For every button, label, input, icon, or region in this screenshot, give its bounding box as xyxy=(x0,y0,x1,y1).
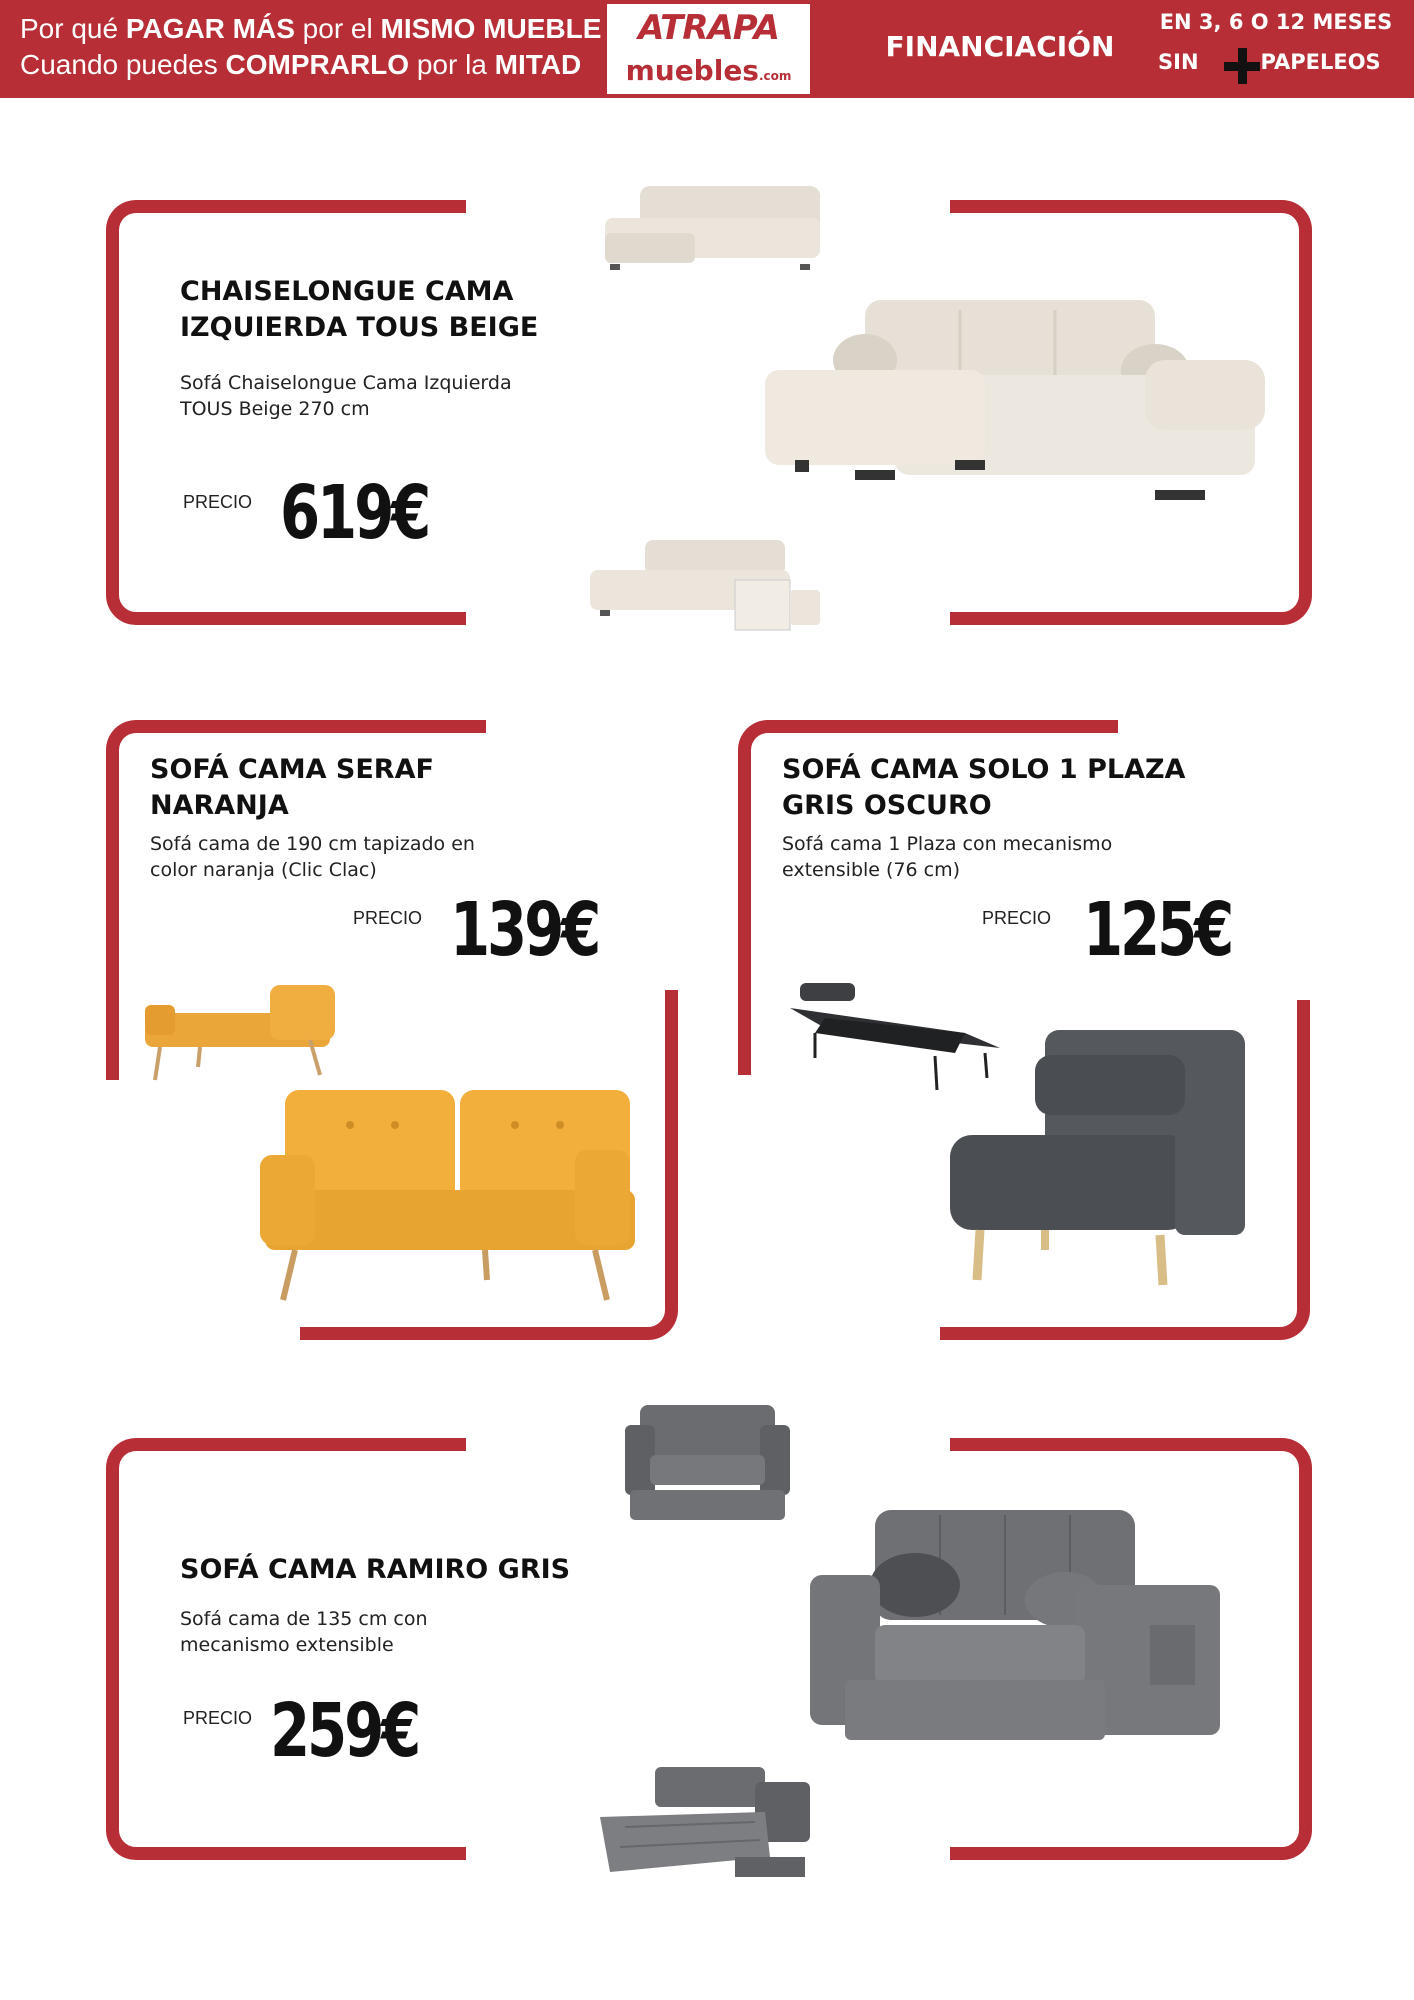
product-card-chaiselongue[interactable] xyxy=(180,274,538,346)
tagline-line-1: Por qué PAGAR MÁS por el MISMO MUEBLE xyxy=(20,13,602,44)
financing-label: FINANCIACIÓN xyxy=(885,30,1115,63)
tagline-line-2: Cuando puedes COMPRARLO por la MITAD xyxy=(20,49,582,80)
product-card-solo-1-plaza[interactable] xyxy=(782,752,1185,824)
price-label: PRECIO xyxy=(982,908,1052,928)
ramiro-thumbnail-top xyxy=(620,1400,795,1530)
product-card-seraf[interactable] xyxy=(150,752,434,824)
no-paperwork: SIN PAPELEOS xyxy=(1158,50,1381,74)
product-title: SOFÁ CAMA SOLO 1 PLAZA GRIS OSCURO xyxy=(782,754,1186,821)
product-title: SOFÁ CAMA SERAF NARANJA xyxy=(150,754,434,821)
product-title: CHAISELONGUE CAMA IZQUIERDA TOUS BEIGE xyxy=(180,276,539,343)
seraf-main-image xyxy=(255,1080,645,1310)
product-description: Sofá cama de 190 cm tapizado en color naranja (Clic Clac) xyxy=(150,833,475,881)
price-label: PRECIO xyxy=(183,492,253,512)
product-card-ramiro[interactable] xyxy=(180,1552,570,1588)
product-description: Sofá cama 1 Plaza con mecanismo extensible (76 cm) xyxy=(782,833,1113,881)
product-description: Sofá cama de 135 cm con mecanismo extensible xyxy=(180,1608,428,1656)
chaiselongue-thumbnail-top xyxy=(600,178,830,278)
logo-wordmark-bottom: muebles.com xyxy=(625,54,792,87)
plus-icon xyxy=(1222,46,1262,86)
product-price: 259€ xyxy=(270,1688,419,1774)
price-label: PRECIO xyxy=(353,908,423,928)
product-description: Sofá Chaiselongue Cama Izquierda TOUS Beige 270 cm xyxy=(180,372,512,420)
chaiselongue-main-image xyxy=(755,290,1275,520)
ramiro-thumbnail-bed xyxy=(595,1762,820,1887)
logo-wordmark-top: ATRAPA xyxy=(638,8,779,48)
chaiselongue-thumbnail-bottom xyxy=(585,530,825,640)
financing-months: EN 3, 6 O 12 MESES xyxy=(1159,10,1393,34)
product-price: 139€ xyxy=(450,887,599,973)
product-price: 125€ xyxy=(1083,887,1232,973)
solo-plaza-main-image xyxy=(945,1025,1255,1295)
seraf-thumbnail-bed xyxy=(140,975,350,1090)
ramiro-main-image xyxy=(805,1505,1225,1765)
price-label: PRECIO xyxy=(183,1708,253,1728)
top-banner xyxy=(0,0,1414,98)
product-price: 619€ xyxy=(280,470,429,556)
product-title: SOFÁ CAMA RAMIRO GRIS xyxy=(180,1554,571,1585)
brand-logo[interactable] xyxy=(607,4,810,94)
